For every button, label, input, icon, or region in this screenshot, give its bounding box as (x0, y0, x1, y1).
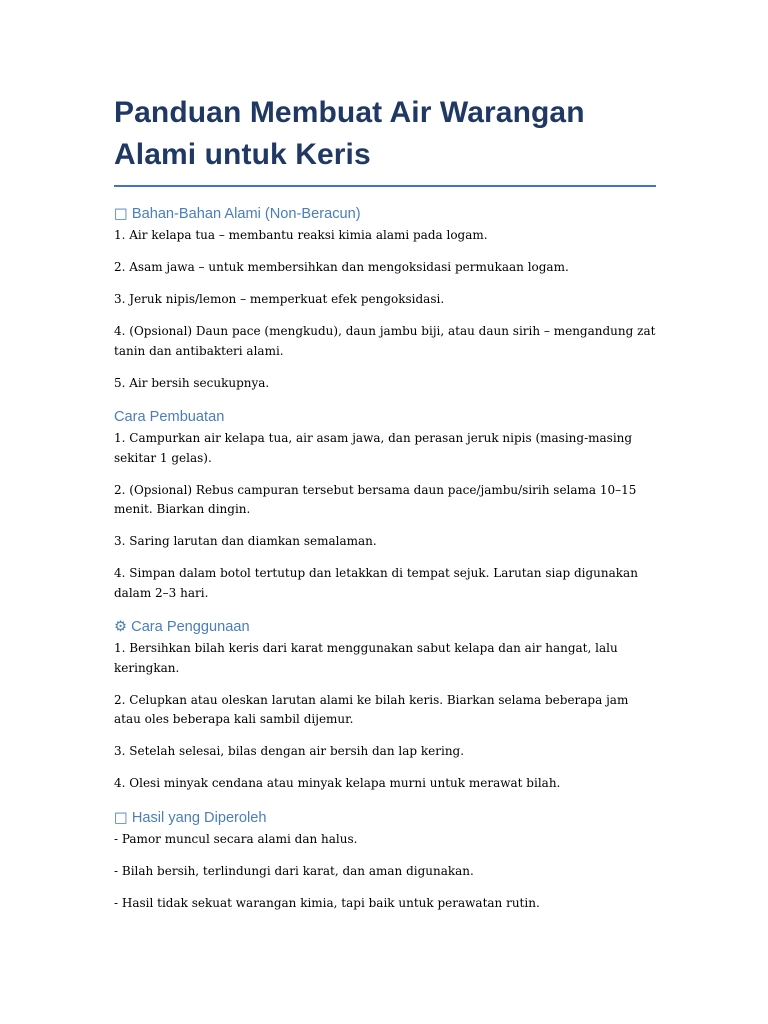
section-heading-text: Cara Pembuatan (114, 409, 225, 425)
missing-glyph-icon: □ (114, 808, 128, 826)
list-item: 1. Air kelapa tua – membantu reaksi kimia alami pada logam. (114, 228, 488, 242)
list-item: 1. Bersihkan bilah keris dari karat menggunakan sabut kelapa dan air hangat, lalu keringkan. (114, 641, 618, 675)
list-item: 2. (Opsional) Rebus campuran tersebut bersama daun pace/jambu/sirih selama 10–15 menit. Biarkan dingin. (114, 482, 637, 516)
section-heading-text: Bahan-Bahan Alami (Non-Beracun) (127, 206, 361, 222)
list-item: 2. Asam jawa – untuk membersihkan dan mengoksidasi permukaan logam. (114, 260, 569, 274)
gear-icon: ⚙ (114, 618, 128, 635)
list-item: - Bilah bersih, terlindungi dari karat, dan aman digunakan. (114, 863, 474, 878)
list-item: 4. Olesi minyak cendana atau minyak kelapa murni untuk merawat bilah. (114, 776, 561, 790)
list-item: - Pamor muncul secara alami dan halus. (114, 831, 358, 846)
section-heading-text: Hasil yang Diperoleh (127, 809, 267, 826)
missing-glyph-icon: □ (114, 205, 128, 222)
section-heading-hasil (114, 808, 656, 828)
list-item: 4. (Opsional) Daun pace (mengkudu), daun jambu biji, atau daun sirih – mengandung zat tanin dan antibakteri alami. (114, 324, 656, 358)
page-title: Panduan Membuat Air Warangan Alami untuk Keris (114, 96, 585, 171)
section-heading-bahan (114, 204, 656, 224)
list-item: - Hasil tidak sekuat warangan kimia, tapi baik untuk perawatan rutin. (114, 895, 540, 910)
section-heading-pembuatan (114, 407, 656, 427)
list-item: 2. Celupkan atau oleskan larutan alami ke bilah keris. Biarkan selama beberapa jam atau oles beberapa kali sambil dijemur. (114, 692, 629, 726)
title-underline (114, 185, 656, 187)
list-item: 4. Simpan dalam botol tertutup dan letakkan di tempat sejuk. Larutan siap digunakan dalam 2–3 hari. (114, 566, 638, 600)
list-item: 1. Campurkan air kelapa tua, air asam jawa, dan perasan jeruk nipis (masing-masing sekitar 1 gelas). (114, 431, 633, 465)
section-heading-text: Cara Penggunaan (127, 619, 250, 635)
list-item: 3. Saring larutan dan diamkan semalaman. (114, 534, 377, 548)
document-content (114, 92, 656, 913)
section-heading-penggunaan (114, 617, 656, 637)
list-item: 3. Setelah selesai, bilas dengan air bersih dan lap kering. (114, 744, 465, 758)
list-item: 5. Air bersih secukupnya. (114, 375, 270, 390)
list-item: 3. Jeruk nipis/lemon – memperkuat efek pengoksidasi. (114, 292, 445, 306)
